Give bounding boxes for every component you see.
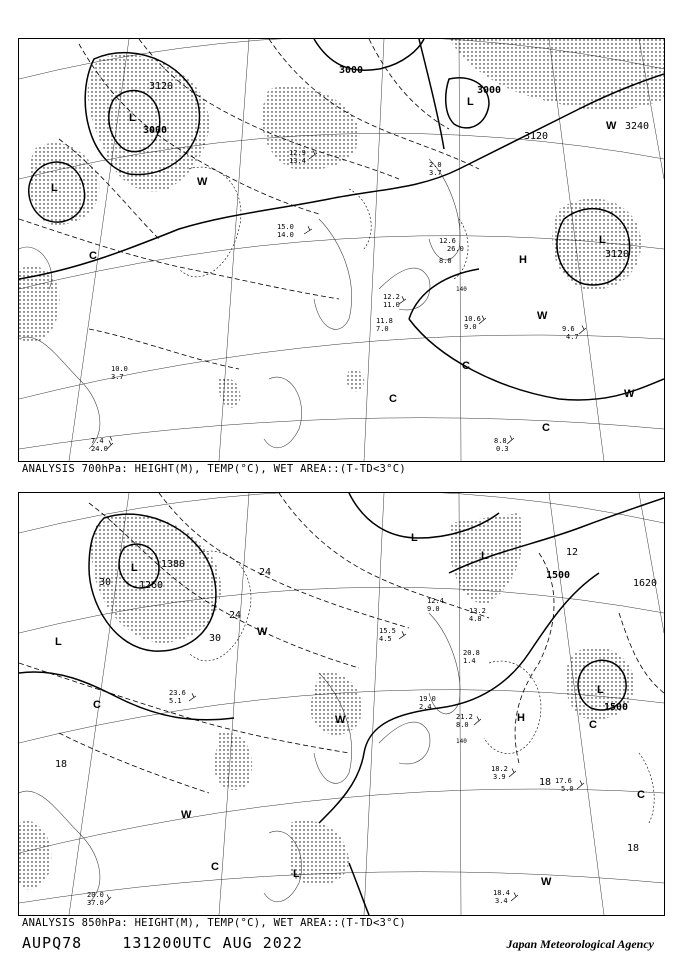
station-value: 20.8: [463, 649, 480, 657]
station-value: 10.6: [464, 315, 481, 323]
station-plots: [91, 149, 579, 453]
height-label: 1260: [139, 580, 164, 591]
station-value: 2.0: [429, 161, 442, 169]
isotherm-label: 18: [55, 759, 68, 770]
station-value: 9.6: [562, 325, 575, 333]
station-value: 12.4: [427, 597, 444, 605]
station-value: 12.2: [383, 293, 400, 301]
station-value: 7.0: [376, 325, 389, 333]
cold-center: C: [637, 789, 645, 801]
warm-center: W: [197, 176, 208, 188]
caption-700hpa: ANALYSIS 700hPa: HEIGHT(M), TEMP(°C), WET AREA::(T-TD<3°C): [22, 463, 407, 475]
station-value: 1.4: [463, 657, 476, 665]
station-value: 10.0: [111, 365, 128, 373]
station-value: 18.4: [493, 889, 510, 897]
station-value: 12.9: [289, 149, 306, 157]
warm-center: W: [181, 809, 192, 821]
station-value: 7.4: [91, 437, 104, 445]
product-id: AUPQ78: [22, 934, 83, 952]
isotherm-label: 30: [209, 633, 222, 644]
height-label: 1500: [546, 570, 571, 581]
low-center: L: [467, 96, 474, 108]
station-value: 11.0: [383, 301, 400, 309]
station-value: 4.7: [566, 333, 579, 341]
warm-center: W: [537, 310, 548, 322]
station-value: 3.7: [111, 373, 124, 381]
station-value: 11.8: [376, 317, 393, 325]
map-panel-700hpa: [18, 38, 665, 462]
longitude-label: 140: [456, 286, 467, 293]
station-value: 12.6: [439, 237, 456, 245]
cold-center: C: [211, 861, 219, 873]
station-value: 15.0: [277, 223, 294, 231]
station-value: 13.2: [469, 607, 486, 615]
station-value: 3.9: [493, 773, 506, 781]
low-center: L: [411, 532, 418, 544]
station-value: 23.6: [169, 689, 186, 697]
isotherm-label: 12: [566, 547, 579, 558]
low-center: L: [599, 234, 606, 246]
station-value: 17.6: [555, 777, 572, 785]
map-700hpa-svg: [19, 39, 664, 461]
station-value: 14.0: [277, 231, 294, 239]
height-label: 3120: [524, 131, 549, 142]
high-center: H: [519, 254, 527, 266]
map-850hpa-svg: [19, 493, 664, 915]
station-value: 20.0: [87, 891, 104, 899]
height-label: 3000: [143, 125, 168, 136]
height-label: 3000: [339, 65, 364, 76]
low-center: L: [55, 636, 62, 648]
analysis-datetime: 131200UTC AUG 2022: [122, 934, 303, 952]
station-value: 15.5: [379, 627, 396, 635]
warm-center: W: [257, 626, 268, 638]
station-value: 13.4: [289, 157, 306, 165]
isotherm-label: 18: [539, 777, 552, 788]
cold-center: C: [542, 422, 550, 434]
isotherm-label: 18: [627, 843, 640, 854]
low-center: L: [481, 550, 488, 562]
station-value: 9.0: [427, 605, 440, 613]
warm-center: W: [541, 876, 552, 888]
caption-850hpa: ANALYSIS 850hPa: HEIGHT(M), TEMP(°C), WET AREA::(T-TD<3°C): [22, 917, 407, 929]
station-value: 3.7: [429, 169, 442, 177]
isotherm-label: 24: [259, 567, 272, 578]
station-value: 4.8: [469, 615, 482, 623]
height-label: 1380: [161, 559, 186, 570]
station-value: 18.2: [491, 765, 508, 773]
height-label: 1500: [604, 702, 629, 713]
cold-center: C: [93, 699, 101, 711]
station-value: 9.0: [464, 323, 477, 331]
map-panel-850hpa: [18, 492, 665, 916]
low-center: L: [129, 112, 136, 124]
station-value: 19.0: [419, 695, 436, 703]
station-value: 37.0: [87, 899, 104, 907]
cold-center: C: [89, 250, 97, 262]
station-value: 8.0: [456, 721, 469, 729]
station-value: 8.8: [494, 437, 507, 445]
low-center: L: [131, 562, 138, 574]
cold-center: C: [462, 360, 470, 372]
height-label: 3120: [149, 81, 174, 92]
low-center: L: [293, 868, 300, 880]
station-value: 5.0: [561, 785, 574, 793]
longitude-label: 140: [456, 738, 467, 745]
station-value: 8.0: [439, 257, 452, 265]
low-center: L: [51, 182, 58, 194]
wet-area-shading: [19, 39, 664, 408]
minor-isotherms: [179, 167, 468, 279]
cold-center: C: [389, 393, 397, 405]
station-value: 3.4: [495, 897, 508, 905]
high-center: H: [517, 712, 525, 724]
station-value: 21.2: [456, 713, 473, 721]
isotherm-label: 24: [229, 610, 242, 621]
cold-center: C: [589, 719, 597, 731]
station-value: 4.5: [379, 635, 392, 643]
agency-label: Japan Meteorological Agency: [506, 937, 654, 951]
station-value: 5.1: [169, 697, 182, 705]
low-center: L: [597, 684, 604, 696]
height-label: 3240: [625, 121, 650, 132]
station-value: 26.0: [447, 245, 464, 253]
station-value: 24.0: [91, 445, 108, 453]
isotherm-label: 30: [99, 577, 112, 588]
height-label: 3000: [477, 85, 502, 96]
warm-center: W: [335, 714, 346, 726]
height-label: 1620: [633, 578, 658, 589]
station-value: 0.3: [496, 445, 509, 453]
product-header: [22, 934, 303, 952]
warm-center: W: [624, 388, 635, 400]
warm-center: W: [606, 120, 617, 132]
wet-area-shading: [19, 513, 634, 890]
height-label: 3120: [605, 249, 630, 260]
station-value: 2.4: [419, 703, 432, 711]
